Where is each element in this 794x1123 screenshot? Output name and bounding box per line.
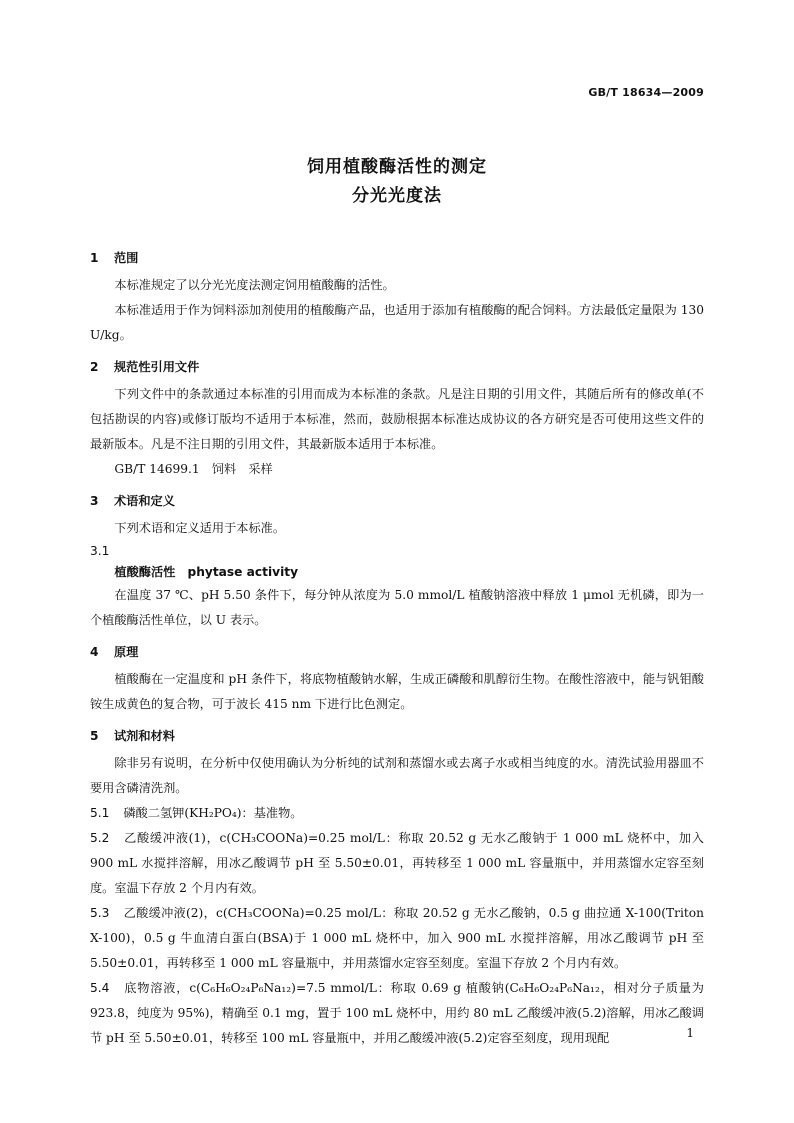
section-heading-principle	[90, 642, 704, 662]
section-number: 1	[90, 251, 99, 265]
paragraph: 下列术语和定义适用于本标准。	[114, 521, 286, 535]
section-title: 术语和定义	[114, 494, 175, 508]
paragraph: 本标准规定了以分光光度法测定饲用植酸酶的活性。	[114, 278, 395, 292]
document-title: 饲用植酸酶活性的测定	[307, 157, 487, 177]
item-text: 底物溶液，c(C₆H₆O₂₄P₆Na₁₂)=7.5 mmol/L：称取 0.69 g 植酸钠(C₆H₆O₂₄P₆Na₁₂，相对分子质量为 923.8，纯度为 95%)，精确至 0.1 mg，置于 100 mL 烧杯中，用约 80 mL 乙酸缓冲液(5.2)溶解，用冰乙酸调节 pH 至 5.50±0.01，转移至 100 mL 容量瓶中，并用乙酸缓冲液(5.2)定容至刻度，现用现配	[90, 981, 704, 1045]
section-title: 范围	[114, 251, 139, 265]
section-title: 试剂和材料	[114, 729, 175, 743]
item-number: 5.4	[90, 981, 110, 995]
section-heading-terms	[90, 491, 704, 511]
section-number: 5	[90, 729, 99, 743]
section-number: 3	[90, 494, 99, 508]
document-subtitle: 分光光度法	[352, 186, 442, 206]
item-text: 乙酸缓冲液(1)，c(CH₃COONa)=0.25 mol/L：称取 20.52 g 无水乙酸钠于 1 000 mL 烧杯中，加入 900 mL 水搅拌溶解，用冰乙酸调节 pH 至 5.50±0.01，再转移至 1 000 mL 容量瓶中，并用蒸馏水定容至刻度。室温下存放 2 个月内有效。	[90, 831, 704, 895]
term-definition: 在温度 37 ℃、pH 5.50 条件下，每分钟从浓度为 5.0 mmol/L 植酸钠溶液中释放 1 μmol 无机磷，即为一个植酸酶活性单位，以 U 表示。	[90, 588, 704, 627]
section-title: 规范性引用文件	[114, 360, 200, 374]
item-text: 乙酸缓冲液(2)，c(CH₃COONa)=0.25 mol/L：称取 20.52 g 无水乙酸钠，0.5 g 曲拉通 X-100(Triton X-100)，0.5 g 牛血清白蛋白(BSA)于 1 000 mL 烧杯中，加入 900 mL 水搅拌溶解，用冰乙酸调节 pH 至 5.50±0.01，再转移至 1 000 mL 容量瓶中，并用蒸馏水定容至刻度。室温下存放 2 个月内有效。	[90, 906, 704, 970]
item-number: 5.3	[90, 906, 110, 920]
document-body	[90, 248, 704, 1051]
paragraph: 除非另有说明，在分析中仅使用确认为分析纯的试剂和蒸馏水或去离子水或相当纯度的水。清洗试验用器皿不要用含磷清洗剂。	[90, 756, 704, 795]
section-title: 原理	[114, 645, 139, 659]
section-number: 4	[90, 645, 99, 659]
section-heading-reagents	[90, 726, 704, 746]
paragraph: 植酸酶在一定温度和 pH 条件下，将底物植酸钠水解，生成正磷酸和肌醇衍生物。在酸性溶液中，能与钒钼酸铵生成黄色的复合物，可于波长 415 nm 下进行比色测定。	[90, 672, 704, 711]
reference-item: GB/T 14699.1 饲料 采样	[114, 462, 273, 476]
subsection-number: 3.1	[90, 544, 110, 558]
term-name: 植酸酶活性 phytase activity	[114, 565, 299, 579]
paragraph: 下列文件中的条款通过本标准的引用而成为本标准的条款。凡是注日期的引用文件，其随后所有的修改单(不包括勘误的内容)或修订版均不适用于本标准，然而，鼓励根据本标准达成协议的各方研究是否可使用这些文件的最新版本。凡是不注日期的引用文件，其最新版本适用于本标准。	[90, 387, 704, 451]
paragraph: 本标准适用于作为饲料添加剂使用的植酸酶产品，也适用于添加有植酸酶的配合饲料。方法最低定量限为 130 U/kg。	[90, 303, 704, 342]
reagent-item	[90, 901, 704, 976]
reagent-item	[90, 801, 704, 826]
reagent-item	[90, 826, 704, 901]
page-number: 1	[686, 1026, 694, 1040]
section-number: 2	[90, 360, 99, 374]
item-text: 磷酸二氢钾(KH₂PO₄)：基准物。	[123, 806, 303, 820]
section-heading-normative-references	[90, 357, 704, 377]
standard-code: GB/T 18634—2009	[588, 86, 704, 99]
reagent-item	[90, 976, 704, 1051]
item-number: 5.1	[90, 806, 110, 820]
item-number: 5.2	[90, 831, 110, 845]
section-heading-scope	[90, 248, 704, 268]
